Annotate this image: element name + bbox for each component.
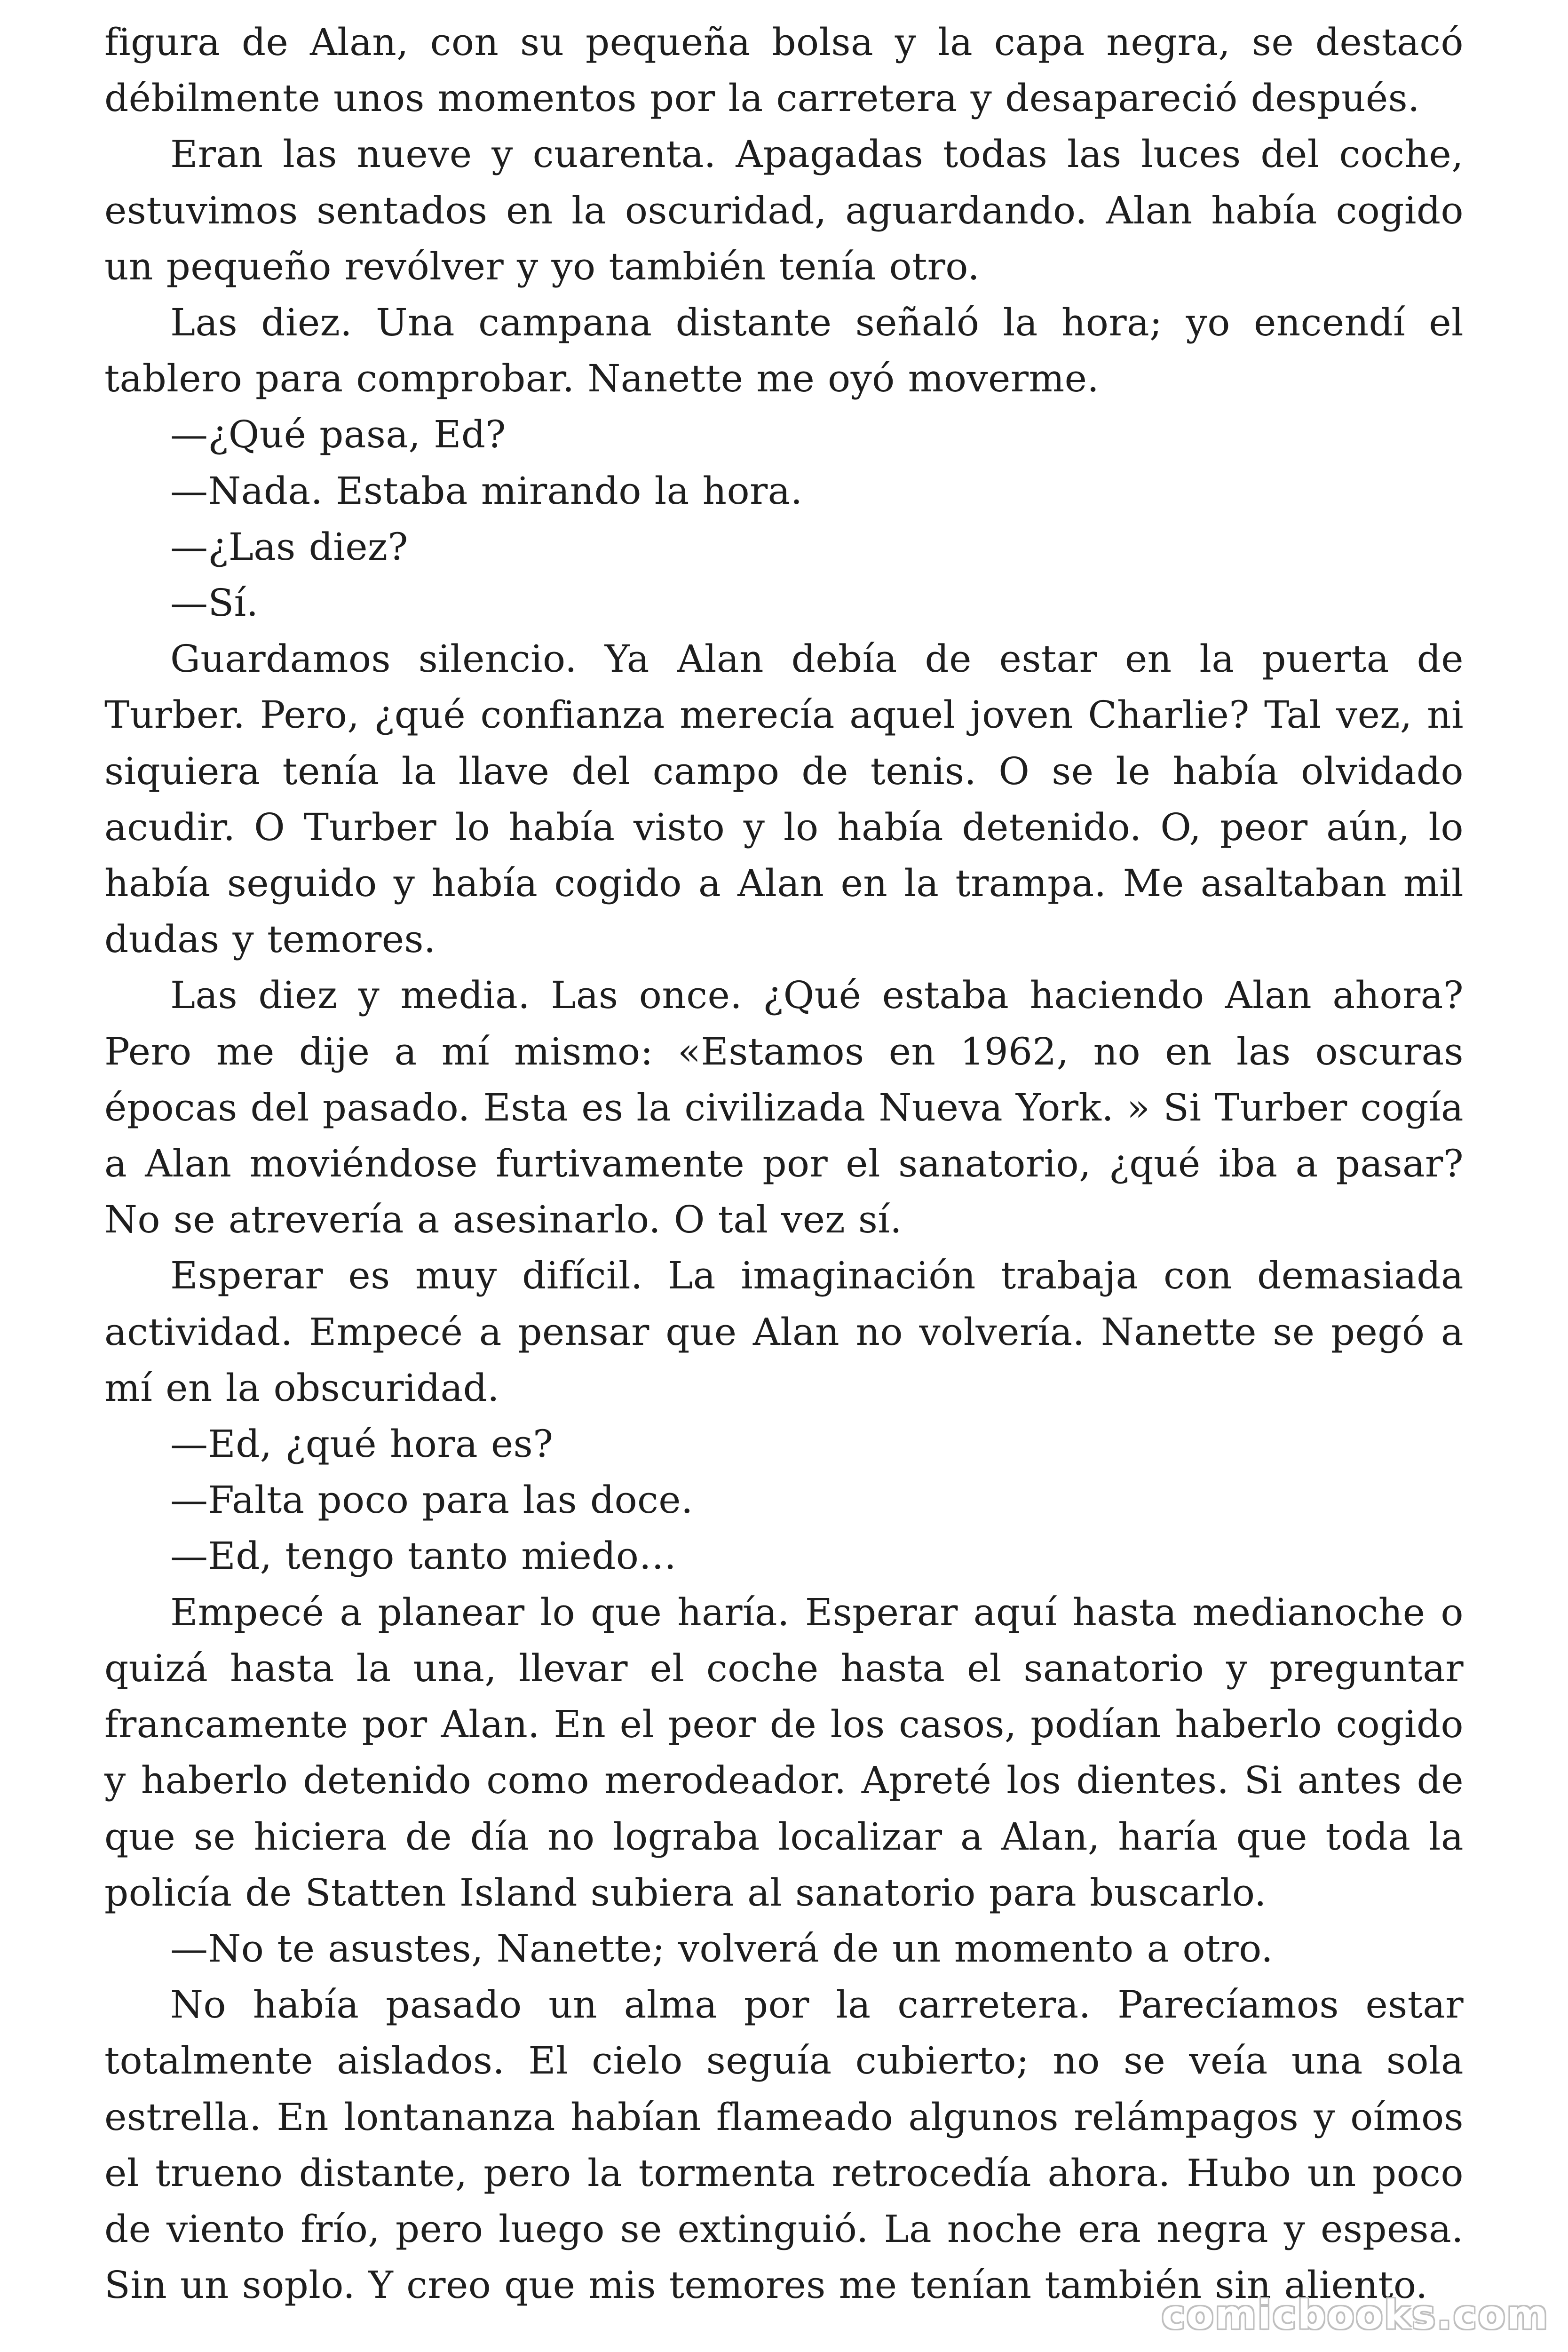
paragraph: No había pasado un alma por la carretera. Parecíamos estar totalmente aislados. El cielo seguía cubierto; no se veía una sola estrella. En lontananza habían flameado algunos relámpagos y oímos el trueno distante, pero la tormenta retrocedía ahora. Hubo un poco de viento frío, pero luego se extinguió. La noche era negra y espesa. Sin un soplo. Y creo que mis temores me tenían también sin aliento. xyxy=(104,1983,1464,2307)
paragraph: Empecé a planear lo que haría. Esperar aquí hasta medianoche o quizá hasta la una, llevar el coche hasta el sanatorio y preguntar francamente por Alan. En el peor de los casos, podían haberlo cogido y haberlo detenido como merodeador. Apreté los dientes. Si antes de que se hiciera de día no lograba localizar a Alan, haría que toda la policía de Statten Island subiera al sanatorio para buscarlo. xyxy=(104,1590,1464,1915)
dialogue-line: —No te asustes, Nanette; volverá de un momento a otro. xyxy=(170,1926,1274,1971)
paragraph: Las diez. Una campana distante señaló la hora; yo encendí el tablero para comprobar. Nanette me oyó moverme. xyxy=(104,301,1464,401)
paragraph: Eran las nueve y cuarenta. Apagadas todas las luces del coche, estuvimos sentados en la oscuridad, aguardando. Alan había cogido un pequeño revólver y yo también tenía otro. xyxy=(104,132,1464,288)
dialogue-line: —Ed, ¿qué hora es? xyxy=(170,1422,554,1466)
paragraph: Esperar es muy difícil. La imaginación trabaja con demasiada actividad. Empecé a pensar que Alan no volvería. Nanette se pegó a mí en la obscuridad. xyxy=(104,1254,1464,1410)
dialogue-line: —¿Qué pasa, Ed? xyxy=(170,413,506,457)
dialogue-line: —¿Las diez? xyxy=(170,524,408,569)
book-page-text xyxy=(104,14,1464,2338)
paragraph: figura de Alan, con su pequeña bolsa y la capa negra, se destacó débilmente unos momentos por la carretera y desapareció después. xyxy=(104,20,1464,120)
dialogue-line: —Falta poco para las doce. xyxy=(170,1478,693,1522)
dialogue-line: —Nada. Estaba mirando la hora. xyxy=(170,469,803,513)
dialogue-line: —Ed, tengo tanto miedo… xyxy=(170,1534,677,1578)
paragraph: Las diez y media. Las once. ¿Qué estaba haciendo Alan ahora? Pero me dije a mí mismo: «Estamos en 1962, no en las oscuras épocas del pasado. Esta es la civilizada Nueva York. » Si Turber cogía a Alan moviéndose furtivamente por el sanatorio, ¿qué iba a pasar? No se atrevería a asesinarlo. O tal vez sí. xyxy=(104,973,1464,1242)
dialogue-line: —Sí. xyxy=(170,581,259,625)
watermark-logo: comicbooks.com xyxy=(1162,2292,1549,2338)
paragraph: Guardamos silencio. Ya Alan debía de estar en la puerta de Turber. Pero, ¿qué confianza merecía aquel joven Charlie? Tal vez, ni siquiera tenía la llave del campo de tenis. O se le había olvidado acudir. O Turber lo había visto y lo había detenido. O, peor aún, lo había seguido y había cogido a Alan en la trampa. Me asaltaban mil dudas y temores. xyxy=(104,637,1464,961)
